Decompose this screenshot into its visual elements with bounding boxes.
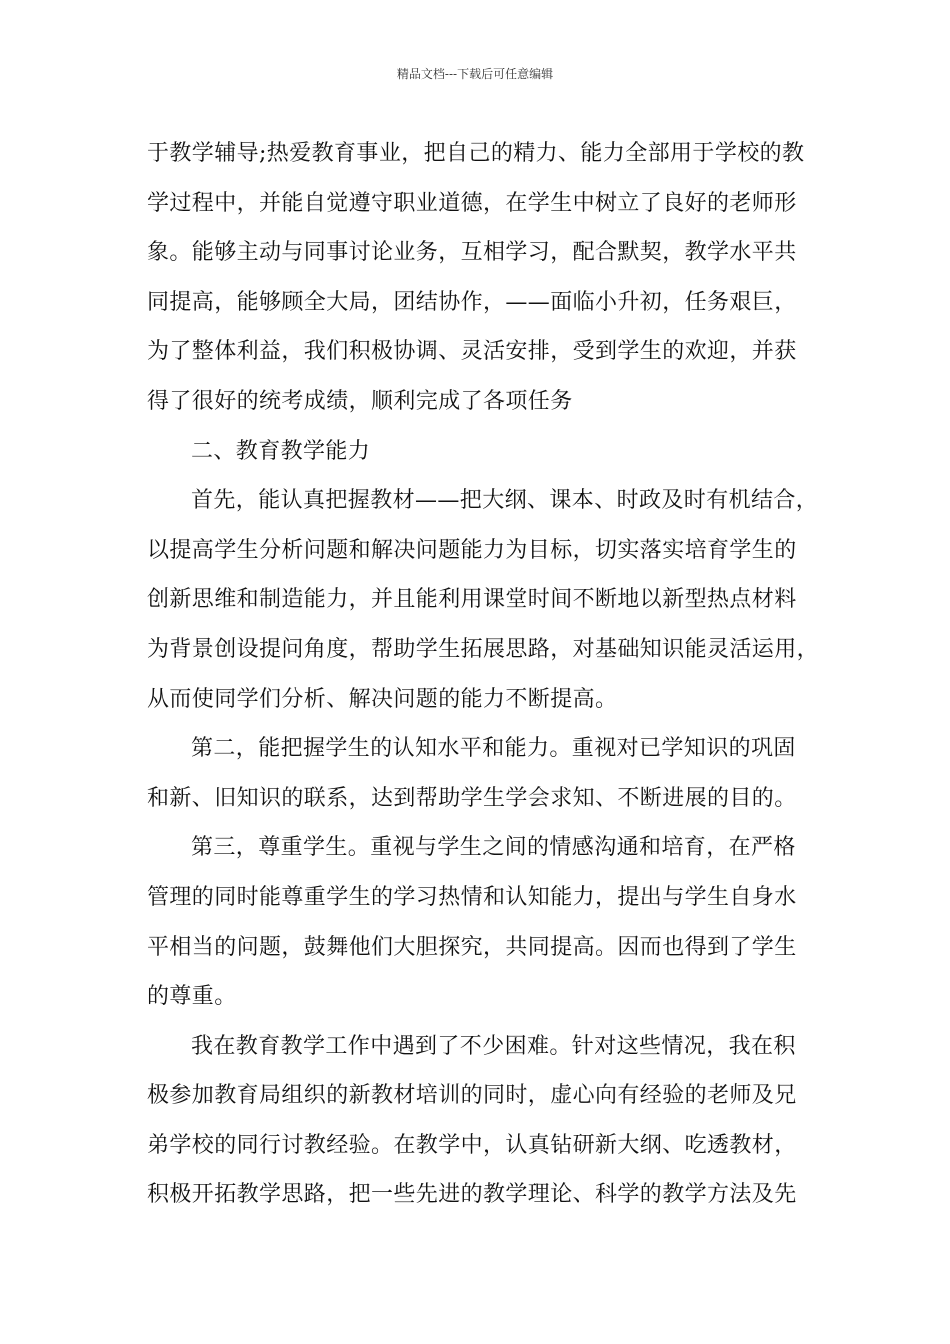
- text-line: 第二，能把握学生的认知水平和能力。重视对已学知识的巩固: [191, 736, 796, 762]
- text-line: 平相当的问题，鼓舞他们大胆探究，共同提高。因而也得到了学生: [147, 934, 797, 960]
- text-line: 二、教育教学能力: [191, 438, 371, 464]
- text-line: 的尊重。: [147, 984, 237, 1010]
- text-line: 得了很好的统考成绩，顺利完成了各项任务: [147, 388, 573, 414]
- text-line: 创新思维和制造能力，并且能利用课堂时间不断地以新型热点材料: [147, 587, 797, 613]
- text-line: 管理的同时能尊重学生的学习热情和认知能力，提出与学生自身水: [147, 884, 797, 910]
- text-line: 学过程中，并能自觉遵守职业道德，在学生中树立了良好的老师形: [147, 190, 797, 216]
- text-line: 以提高学生分析问题和解决问题能力为目标，切实落实培育学生的: [147, 537, 797, 563]
- text-line: 首先，能认真把握教材——把大纲、课本、时政及时有机结合，: [191, 488, 819, 514]
- text-line: 弟学校的同行讨教经验。在教学中，认真钻研新大纲、吃透教材，: [147, 1132, 797, 1158]
- text-line: 第三，尊重学生。重视与学生之间的情感沟通和培育，在严格: [191, 835, 796, 861]
- page-header: 精品文档---下载后可任意编辑: [396, 67, 554, 81]
- text-line: 积极开拓教学思路，把一些先进的教学理论、科学的教学方法及先: [147, 1182, 797, 1208]
- document-body: [147, 129, 827, 1220]
- text-line: 为背景创设提问角度，帮助学生拓展思路，对基础知识能灵活运用，: [147, 636, 820, 662]
- text-line: 我在教育教学工作中遇到了不少困难。针对这些情况，我在积: [191, 1033, 796, 1059]
- text-line: 和新、旧知识的联系，达到帮助学生学会求知、不断进展的目的。: [147, 785, 797, 811]
- text-line: 为了整体利益，我们积极协调、灵活安排，受到学生的欢迎，并获: [147, 339, 797, 365]
- text-line: 极参加教育局组织的新教材培训的同时，虚心向有经验的老师及兄: [147, 1083, 797, 1109]
- text-line: 于教学辅导;热爱教育事业，把自己的精力、能力全部用于学校的教: [147, 141, 805, 166]
- text-line: 同提高，能够顾全大局，团结协作，——面临小升初，任务艰巨，: [147, 289, 797, 315]
- text-line: 从而使同学们分析、解决问题的能力不断提高。: [147, 686, 618, 712]
- text-line: 象。能够主动与同事讨论业务，互相学习，配合默契，教学水平共: [147, 240, 797, 266]
